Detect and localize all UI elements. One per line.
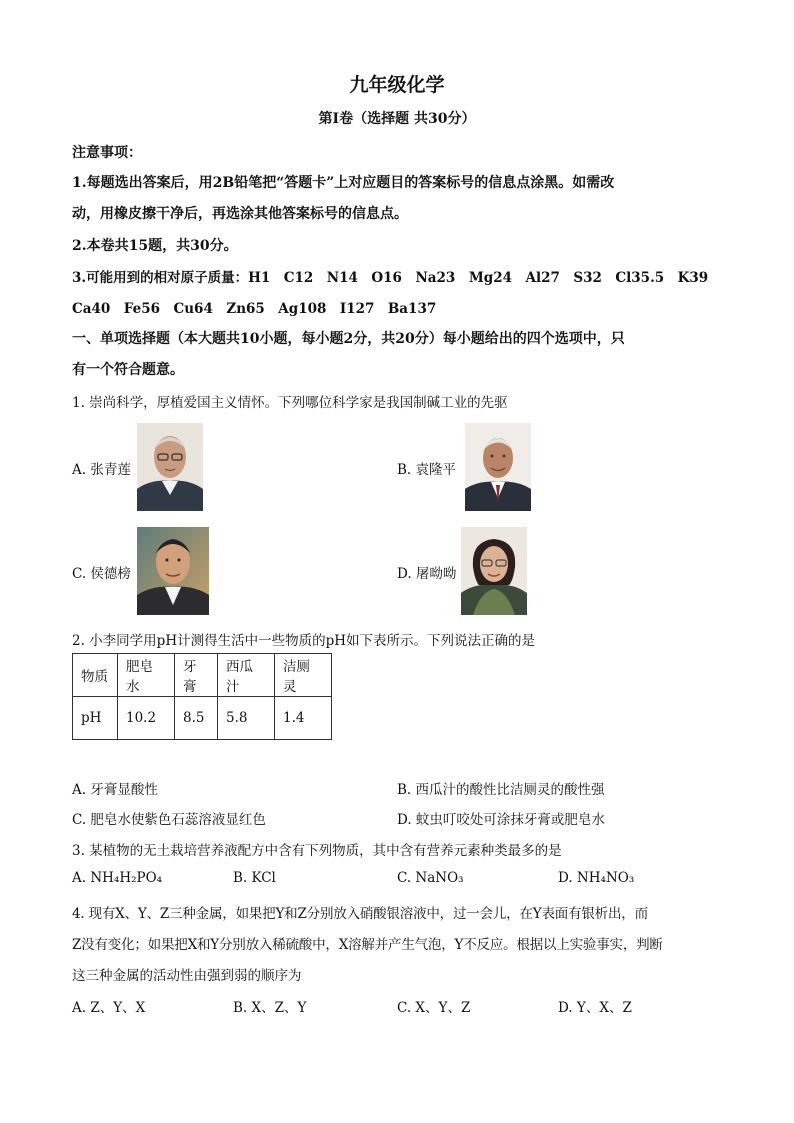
question-3-stem: 3. 某植物的无土栽培营养液配方中含有下列物质，其中含有营养元素种类最多的是	[72, 843, 562, 859]
section-heading-line-2: 有一个符合题意。	[72, 362, 184, 378]
question-1-option-d: D. 屠呦呦	[397, 566, 457, 582]
table-cell: pH	[73, 697, 118, 740]
question-3-option-a: A. NH₄H₂PO₄	[72, 870, 163, 886]
question-4-stem-line-1: 4. 现有X、Y、Z三种金属，如果把Y和Z分别放入硝酸银溶液中，过一会儿，在Y表面有银析出，而	[72, 906, 648, 922]
table-cell: 牙膏	[175, 654, 218, 697]
notes-item-3-line-2: Ca40 Fe56 Cu64 Zn65 Ag108 I127 Ba137	[72, 301, 437, 317]
section-heading-line-1: 一、单项选择题（本大题共10小题，每小题2分，共20分）每小题给出的四个选项中，只	[72, 331, 625, 347]
table-cell: 5.8	[218, 697, 275, 740]
portrait-zhang-qinglian	[137, 423, 203, 511]
question-1-option-a: A. 张青莲	[72, 462, 131, 478]
portrait-hou-debang	[137, 527, 209, 615]
notes-item-1-line-2: 动，用橡皮擦干净后，再选涂其他答案标号的信息点。	[72, 206, 408, 222]
table-cell: 洁厕灵	[275, 654, 332, 697]
question-4-option-c: C. X、Y、Z	[397, 1000, 471, 1016]
notes-heading: 注意事项：	[72, 145, 142, 161]
question-2-option-a: A. 牙膏显酸性	[72, 782, 158, 798]
question-3-option-b: B. KCl	[233, 870, 276, 886]
portrait-tu-youyou	[461, 527, 527, 615]
question-3-option-d: D. NH₄NO₃	[558, 870, 635, 886]
question-3-option-c: C. NaNO₃	[397, 870, 464, 886]
table-cell: 物质	[73, 654, 118, 697]
notes-item-1-line-1: 1.每题选出答案后，用2B铅笔把“答题卡”上对应题目的答案标号的信息点涂黑。如需改	[72, 175, 615, 191]
ph-table	[72, 653, 332, 740]
question-4-option-d: D. Y、X、Z	[558, 1000, 632, 1016]
question-2-stem: 2. 小李同学用pH计测得生活中一些物质的pH如下表所示。下列说法正确的是	[72, 633, 536, 649]
notes-item-3-line-1: 3.可能用到的相对原子质量：H1 C12 N14 O16 Na23 Mg24 Al27 S32 Cl35.5 K39	[72, 270, 709, 286]
question-4-stem-line-2: Z没有变化；如果把X和Y分别放入稀硫酸中，X溶解并产生气泡，Y不反应。根据以上实验事实，判断	[72, 937, 663, 953]
portrait-yuan-longping	[465, 423, 531, 511]
question-1-option-c: C. 侯德榜	[72, 566, 131, 582]
table-row	[73, 697, 332, 740]
question-4-option-b: B. X、Z、Y	[233, 1000, 307, 1016]
table-header-row	[73, 654, 332, 697]
question-2-option-c: C. 肥皂水使紫色石蕊溶液显红色	[72, 812, 266, 828]
question-2-option-b: B. 西瓜汁的酸性比洁厕灵的酸性强	[397, 782, 605, 798]
table-cell: 肥皂水	[118, 654, 175, 697]
question-1-stem: 1. 崇尚科学，厚植爱国主义情怀。下列哪位科学家是我国制碱工业的先驱	[72, 395, 508, 411]
question-1-option-b: B. 袁隆平	[397, 462, 457, 478]
question-2-option-d: D. 蚊虫叮咬处可涂抹牙膏或肥皂水	[397, 812, 605, 828]
question-4-option-a: A. Z、Y、X	[72, 1000, 146, 1016]
notes-item-2: 2.本卷共15题，共30分。	[72, 238, 238, 254]
table-cell: 西瓜汁	[218, 654, 275, 697]
table-cell: 8.5	[175, 697, 218, 740]
question-4-stem-line-3: 这三种金属的活动性由强到弱的顺序为	[72, 968, 302, 984]
page-subtitle: 第Ⅰ卷（选择题 共30分）	[318, 111, 476, 127]
table-cell: 10.2	[118, 697, 175, 740]
table-cell: 1.4	[275, 697, 332, 740]
page-title: 九年级化学	[349, 74, 445, 96]
